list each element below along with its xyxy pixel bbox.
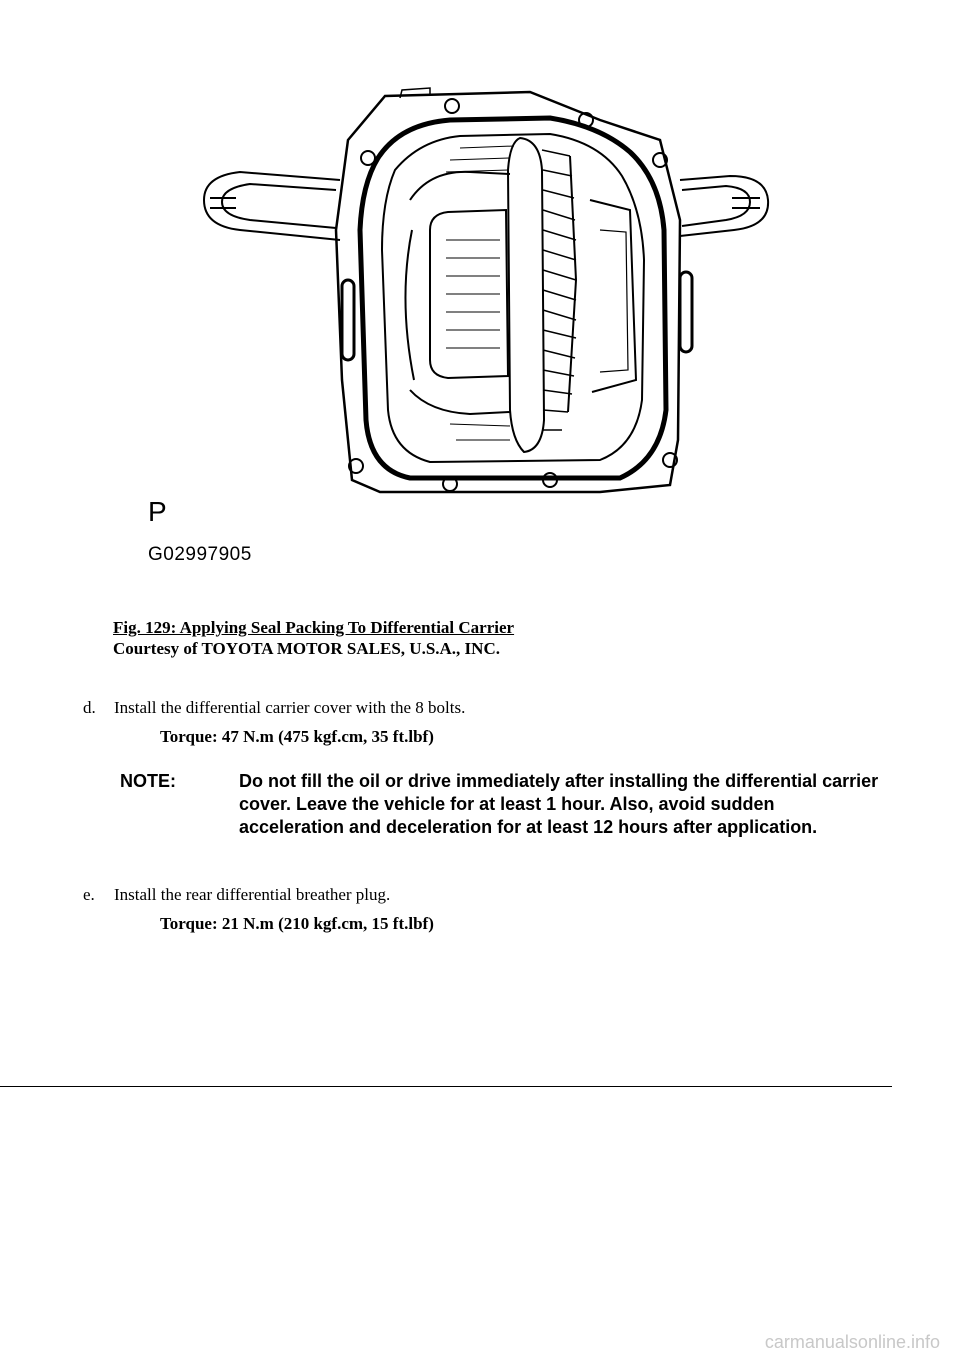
note-text: Do not fill the oil or drive immediately after installing the differential carrier cover. Leave the vehicle for at least 1 hour. Also, avoid sudden acceleration and deceleration for at least 12 hours after application.	[239, 771, 879, 837]
differential-carrier-illustration	[130, 80, 780, 580]
figure-code: G02997905	[148, 544, 252, 565]
watermark: carmanualsonline.info	[764, 1332, 940, 1352]
caption-title: Fig. 129: Applying Seal Packing To Differential Carrier	[113, 618, 515, 637]
step-text: Install the rear differential breather plug.	[114, 885, 391, 904]
note-label: NOTE:	[120, 771, 176, 791]
page-divider	[0, 1086, 892, 1087]
caption-credit: Courtesy of TOYOTA MOTOR SALES, U.S.A., INC.	[113, 639, 500, 658]
torque-spec: Torque: 21 N.m (210 kgf.cm, 15 ft.lbf)	[160, 914, 434, 933]
figure-caption	[113, 617, 514, 659]
step-text: Install the differential carrier cover with the 8 bolts.	[114, 698, 466, 717]
left-axle-arm	[204, 172, 340, 240]
step-letter: d.	[83, 698, 96, 717]
figure-letter: P	[148, 496, 167, 527]
right-axle-arm	[680, 176, 768, 236]
step-letter: e.	[83, 885, 95, 904]
torque-spec: Torque: 47 N.m (475 kgf.cm, 35 ft.lbf)	[160, 727, 434, 746]
ring-gear	[508, 138, 576, 452]
differential-case	[410, 172, 636, 414]
